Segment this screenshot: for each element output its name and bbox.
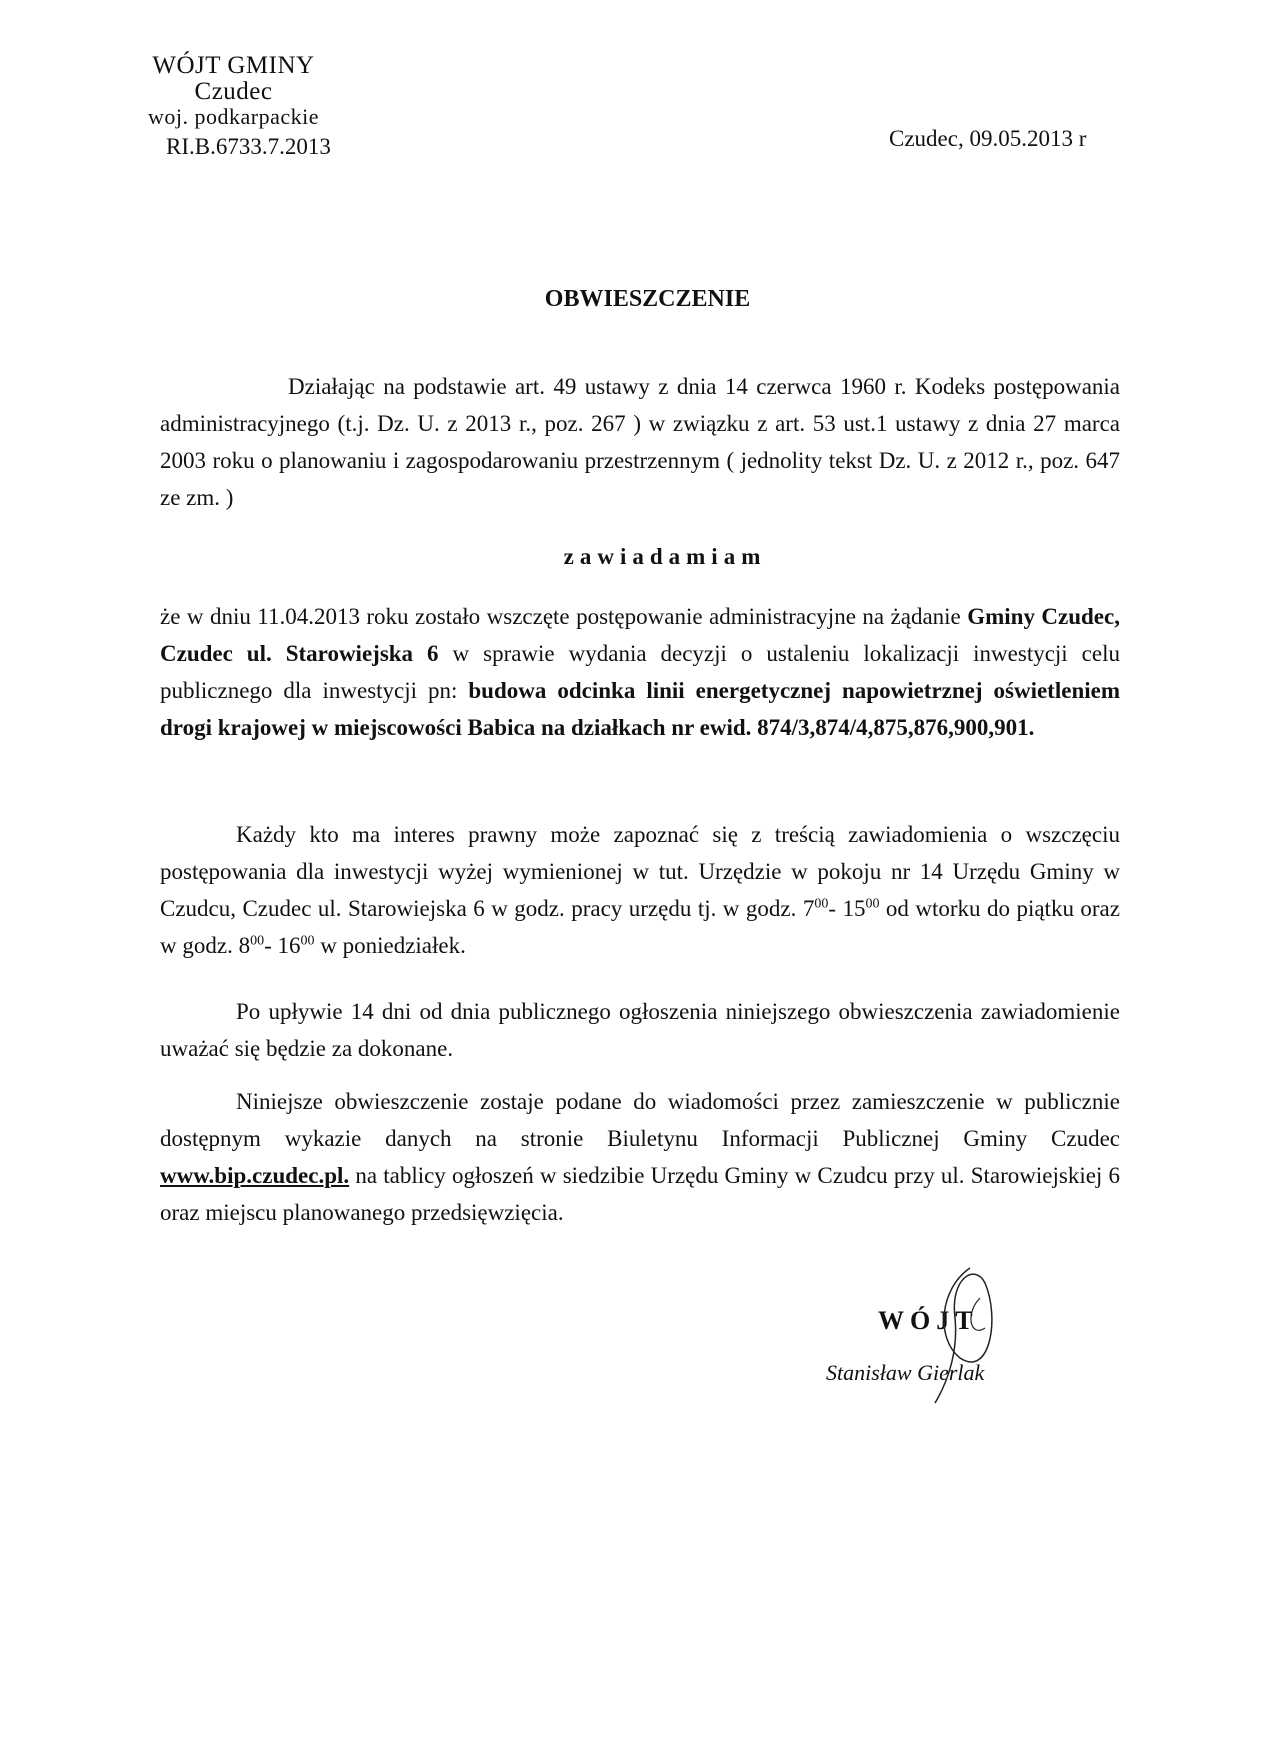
hour-from-weekday-min: 00 xyxy=(814,896,829,912)
hour-from-monday-min: 00 xyxy=(250,933,265,949)
hour-to-weekday: 15 xyxy=(842,896,866,921)
place-and-date: Czudec, 09.05.2013 r xyxy=(889,126,1087,151)
handwritten-signature xyxy=(930,1258,1010,1408)
dash-weekday: - xyxy=(828,896,843,921)
hour-to-monday: 16 xyxy=(277,933,301,958)
legal-basis-paragraph: Działając na podstawie art. 49 ustawy z dnia 14 czerwca 1960 r. Kodeks postępowania administracyjnego (t.j. Dz. U. z 2013 r., poz. 267 ) w związku z art. 53 ust.1 ustawy z dnia 27 marca 2003 roku o planowaniu i zagospodarowaniu przestrzennym ( jednolity tekst Dz. U. z 2012 r., poz. 647 ze zm. ) xyxy=(160,374,1120,510)
stamp-line-office: WÓJT GMINY xyxy=(152,52,315,79)
publication-paragraph xyxy=(160,1083,1120,1231)
investment-description: budowa odcinka linii energetycznej napowietrznej oświetleniem drogi krajowej w miejscowości Babica na działkach nr ewid. 874/3,874/4,875,876,900,901. xyxy=(160,678,1120,740)
stamp-line-voivodeship: woj. podkarpackie xyxy=(148,104,319,129)
hour-from-monday: 8 xyxy=(238,933,251,958)
inspection-paragraph xyxy=(160,816,1120,964)
signatory-office: WÓJT xyxy=(878,1306,979,1335)
inspection-text-b: od wtorku do piątku oraz w godz. xyxy=(160,896,1120,958)
document-title: OBWIESZCZENIE xyxy=(544,286,751,312)
signatory-name: Stanisław Gierlak xyxy=(826,1360,985,1385)
notice-text-start: że w dniu 11.04.2013 roku zostało wszczęte postępowanie administracyjne na żądanie xyxy=(160,604,968,629)
reference-number: RI.B.6733.7.2013 xyxy=(166,134,331,159)
notice-paragraph xyxy=(160,598,1120,746)
notice-text-middle: w sprawie wydania decyzji o ustaleniu lokalizacji inwestycji celu publicznego dla inwestycji pn: xyxy=(160,641,1120,703)
office-stamp xyxy=(148,52,319,130)
deadline-paragraph: Po upływie 14 dni od dnia publicznego ogłoszenia niniejszego obwieszczenia zawiadomienie uważać się będzie za dokonane. xyxy=(160,999,1120,1061)
notify-word: zawiadamiam xyxy=(563,544,767,569)
hour-to-monday-min: 00 xyxy=(300,933,315,949)
inspection-text-a: Każdy kto ma interes prawny może zapoznać się z treścią zawiadomienia o wszczęciu postępowania dla inwestycji wyżej wymienionej w tut. Urzędzie w pokoju nr 14 Urzędu Gminy w Czudcu, Czudec ul. Starowiejska 6 w godz. pracy urzędu tj. w godz. xyxy=(160,822,1120,921)
dash-monday: - xyxy=(264,933,278,958)
stamp-line-municipality: Czudec xyxy=(194,78,273,105)
bip-link[interactable]: www.bip.czudec.pl. xyxy=(160,1163,350,1188)
hour-from-weekday: 7 xyxy=(802,896,815,921)
applicant-name: Gminy Czudec, Czudec ul. Starowiejska 6 xyxy=(160,604,1120,666)
hour-to-weekday-min: 00 xyxy=(865,896,880,912)
inspection-text-c: w poniedziałek. xyxy=(314,933,466,958)
publication-text-a: Niniejsze obwieszczenie zostaje podane do wiadomości przez zamieszczenie w publicznie dostępnym wykazie danych na stronie Biuletynu Informacji Publicznej Gminy Czudec xyxy=(160,1089,1120,1151)
publication-text-b: na tablicy ogłoszeń w siedzibie Urzędu Gminy w Czudcu przy ul. Starowiejskiej 6 oraz miejscu planowanego przedsięwzięcia. xyxy=(160,1163,1120,1225)
